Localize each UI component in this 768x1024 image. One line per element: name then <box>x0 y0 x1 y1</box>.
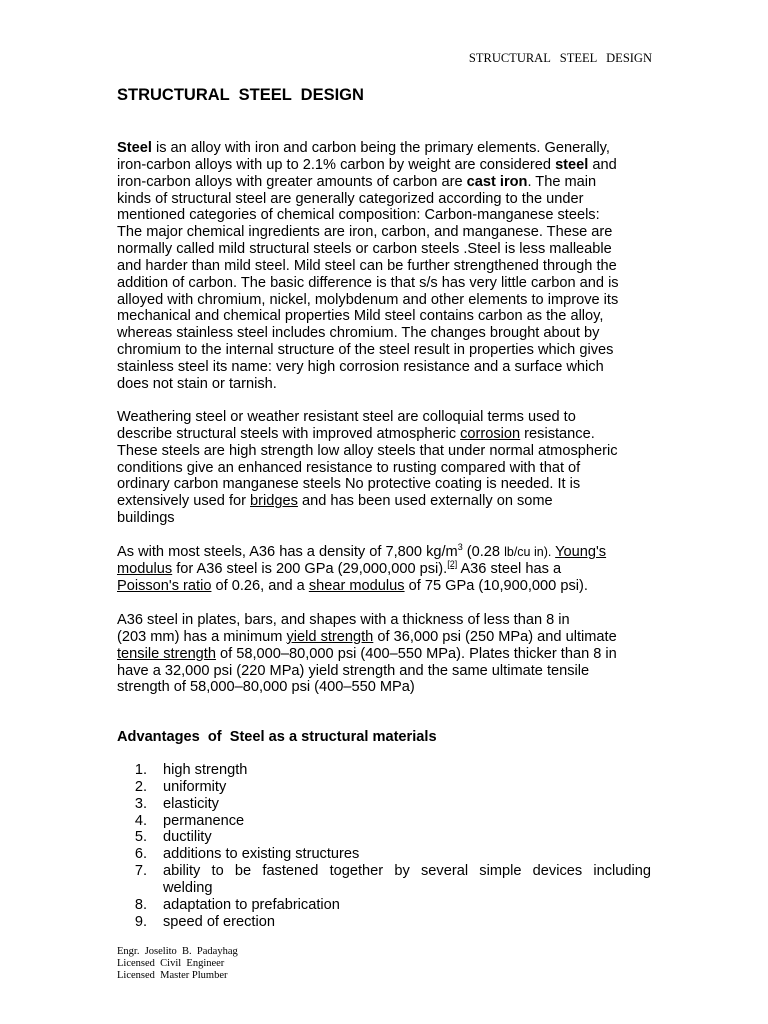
bridges-link[interactable]: bridges <box>250 493 298 510</box>
youngs-modulus-link-cont[interactable]: modulus <box>117 560 173 577</box>
text-line: tensile strength of 58,000–80,000 psi (400–550 MPa). Plates thicker than 8 in <box>117 645 617 662</box>
text-line: strength of 58,000–80,000 psi (400–550 MPa) <box>117 679 415 696</box>
text-line: stainless steel its name: very high corrosion resistance and a surface which <box>117 358 604 375</box>
text-line: Weathering steel or weather resistant steel are colloquial terms used to <box>117 409 576 425</box>
text-line: normally called mild structural steels or carbon steels .Steel is less malleable <box>117 241 612 258</box>
list-item: 3. elasticity <box>134 795 219 812</box>
citation-link[interactable]: [2] <box>447 558 458 569</box>
text-line: iron-carbon alloys with greater amounts of carbon are cast iron. The main <box>117 173 597 190</box>
author-footer <box>117 946 238 981</box>
paragraph-weathering-steel <box>117 409 657 527</box>
text-line: whereas stainless steel includes chromium. The changes brought about by <box>117 325 600 342</box>
text-line: have a 32,000 psi (220 MPa) yield strength and the same ultimate tensile <box>117 662 590 679</box>
text-line: Steel is an alloy with iron and carbon being the primary elements. Generally, <box>117 140 610 156</box>
paragraph-a36-properties <box>117 544 657 595</box>
text-line: chromium to the internal structure of the steel result in properties which gives <box>117 342 614 359</box>
paragraph-steel-definition <box>117 140 657 393</box>
list-item: 8. adaptation to prefabrication <box>134 896 340 913</box>
list-item: 5. ductility <box>134 829 212 846</box>
text-line: and harder than mild steel. Mild steel can be further strengthened through the <box>117 257 617 274</box>
text-line: alloyed with chromium, nickel, molybdenum and other elements to improve its <box>117 291 619 308</box>
text-line: modulus for A36 steel is 200 GPa (29,000,000 psi).[2] A36 steel has a <box>117 558 562 577</box>
text-line: These steels are high strength low alloy steels that under normal atmospheric <box>117 442 618 459</box>
author-credential: Licensed Master Plumber <box>117 969 228 981</box>
text-line: describe structural steels with improved atmospheric corrosion resistance. <box>117 425 595 442</box>
text-line: mechanical and chemical properties Mild steel contains carbon as the alloy, <box>117 308 604 325</box>
running-header: STRUCTURAL STEEL DESIGN <box>468 51 652 65</box>
text-line: kinds of structural steel are generally categorized according to the under <box>117 190 584 207</box>
text-line: A36 steel in plates, bars, and shapes with a thickness of less than 8 in <box>117 612 570 628</box>
text-line: iron-carbon alloys with up to 2.1% carbon by weight are considered steel and <box>117 156 617 173</box>
text-line: addition of carbon. The basic difference is that s/s has very little carbon and is <box>117 274 619 291</box>
yield-strength-link[interactable]: yield strength <box>286 628 374 645</box>
advantages-list <box>117 762 651 930</box>
paragraph-a36-strength <box>117 612 657 696</box>
shear-modulus-link[interactable]: shear modulus <box>308 577 405 594</box>
list-item: 1. high strength <box>134 762 248 778</box>
list-item: 4. permanence <box>134 812 245 829</box>
tensile-strength-link[interactable]: tensile strength <box>117 645 216 662</box>
youngs-modulus-link[interactable]: Young's <box>555 544 607 560</box>
advantages-heading: Advantages of Steel as a structural materials <box>117 729 437 745</box>
text-line: The major chemical ingredients are iron, carbon, and manganese. These are <box>117 224 613 241</box>
text-line: ordinary carbon manganese steels No protective coating is needed. It is <box>117 476 581 493</box>
poissons-ratio-link[interactable]: Poisson's ratio <box>117 577 212 594</box>
list-item: 9. speed of erection <box>134 913 275 930</box>
text-line: conditions give an enhanced resistance to rusting compared with that of <box>117 459 581 476</box>
author-credential: Licensed Civil Engineer <box>117 957 225 969</box>
corrosion-link[interactable]: corrosion <box>460 425 521 442</box>
text-line: Poisson's ratio of 0.26, and a shear modulus of 75 GPa (10,900,000 psi). <box>117 577 588 594</box>
text-line: mentioned categories of chemical composition: Carbon-manganese steels: <box>117 207 600 224</box>
list-item: 6. additions to existing structures <box>134 846 360 863</box>
text-line: buildings <box>117 510 175 527</box>
text-line: (203 mm) has a minimum yield strength of 36,000 psi (250 MPa) and ultimate <box>117 628 617 645</box>
text-line: extensively used for bridges and has been used externally on some <box>117 493 553 510</box>
page-title: STRUCTURAL STEEL DESIGN <box>117 86 364 104</box>
list-item: 2. uniformity <box>134 778 227 795</box>
text-line: As with most steels, A36 has a density of 7,800 $kg/m^3$ (0.28 lb/cu in). Young's <box>117 542 607 560</box>
author-name: Engr. Joselito B. Padayhag <box>117 946 238 957</box>
text-line: does not stain or tarnish. <box>117 375 277 392</box>
list-item: 7. ability to be fastened together by several simple devices including welding <box>134 863 651 896</box>
